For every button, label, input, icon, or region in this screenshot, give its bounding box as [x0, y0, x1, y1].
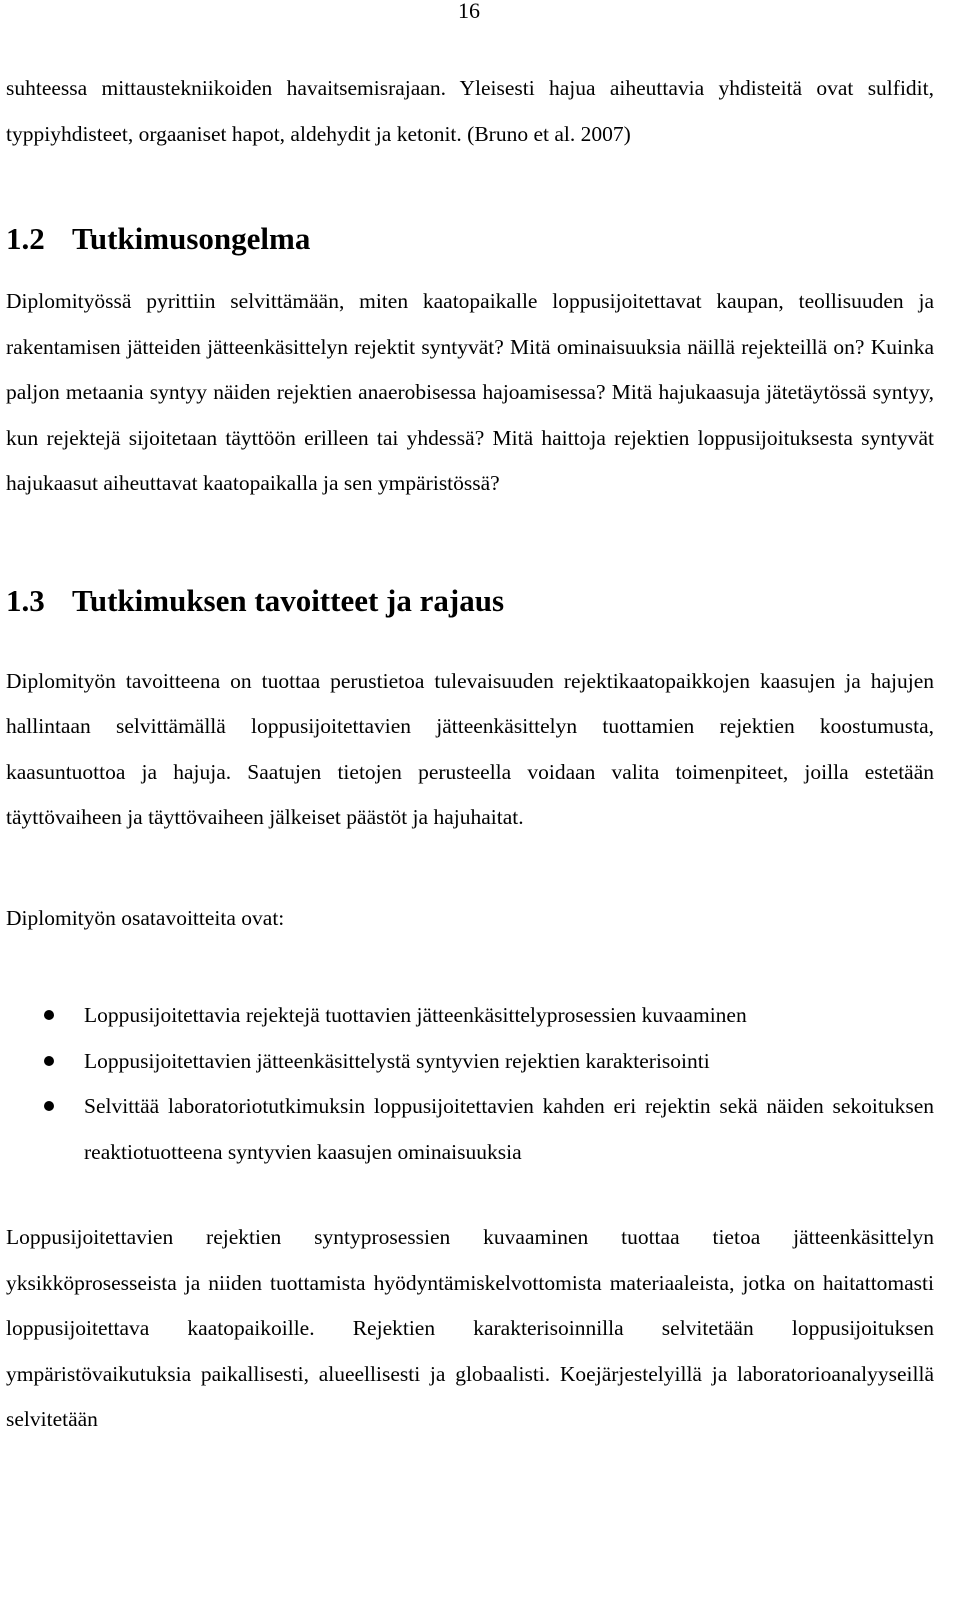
section-heading-tutkimusongelma	[6, 219, 934, 259]
section-title: Tutkimusongelma	[72, 221, 311, 256]
section-heading-tavoitteet	[6, 581, 934, 621]
research-problem-paragraph: Diplomityössä pyrittiin selvittämään, miten kaatopaikalle loppusijoitettavat kaupan, teollisuuden ja rakentamisen jätteiden jätteenkäsittelyn rejektit syntyvät? Mitä ominaisuuksia näillä rejekteillä on? Kuinka paljon metaania syntyy näiden rejektien anaerobisessa hajoamisessa? Mitä hajukaasuja jätetäytössä syntyy, kun rejektejä sijoitetaan täyttöön erilleen tai yhdessä? Mitä haittoja rejektien loppusijoituksesta syntyvät hajukaasut aiheuttavat kaatopaikalla ja sen ympäristössä?	[6, 289, 934, 495]
bullet-icon	[44, 1056, 54, 1066]
section-title: Tutkimuksen tavoitteet ja rajaus	[72, 582, 505, 618]
subgoals-lead: Diplomityön osatavoitteita ovat:	[6, 905, 285, 930]
list-item: Loppusijoitettavien jätteenkäsittelystä syntyvien rejektien karakterisointi	[6, 1039, 934, 1085]
list-item: Loppusijoitettavia rejektejä tuottavien jätteenkäsittelyprosessien kuvaaminen	[6, 993, 934, 1039]
final-paragraph: Loppusijoitettavien rejektien syntyprosessien kuvaaminen tuottaa tietoa jätteenkäsittelyn yksikköprosesseista ja niiden tuottamista hyödyntämiskelvottomista materiaaleista, jotka on haitattomasti loppusijoitettava kaatopaikoille. Rejektien karakterisoinnilla selvitetään loppusijoituksen ympäristövaikutuksia paikallisesti, alueellisesti ja globaalisti. Koejärjestelyillä ja laboratorioanalyyseillä selvitetään	[6, 1225, 934, 1431]
objectives-paragraph: Diplomityön tavoitteena on tuottaa perustietoa tulevaisuuden rejektikaatopaikkojen kaasujen ja hajujen hallintaan selvittämällä loppusijoitettavien jätteenkäsittelyn tuottamien rejektien koostumusta, kaasuntuottoa ja hajuja. Saatujen tietojen perusteella voidaan valita toimenpiteet, joilla estetään täyttövaiheen ja täyttövaiheen jälkeiset päästöt ja hajuhaitat.	[6, 668, 934, 829]
list-item: Selvittää laboratoriotutkimuksin loppusijoitettavien kahden eri rejektin sekä näiden sekoituksen reaktiotuotteena syntyvien kaasujen ominaisuuksia	[6, 1084, 934, 1175]
intro-paragraph: suhteessa mittaustekniikoiden havaitsemisrajaan. Yleisesti hajua aiheuttavia yhdisteitä ovat sulfidit, typpiyhdisteet, orgaaniset hapot, aldehydit ja ketonit. (Bruno et al. 2007)	[6, 76, 934, 146]
bullet-icon	[44, 1101, 54, 1111]
bullet-icon	[44, 1010, 54, 1020]
subgoals-list	[6, 993, 934, 1175]
section-number: 1.3	[6, 582, 45, 618]
section-number: 1.2	[6, 221, 45, 256]
page-number: 16	[458, 0, 480, 23]
document-body	[6, 66, 934, 1443]
